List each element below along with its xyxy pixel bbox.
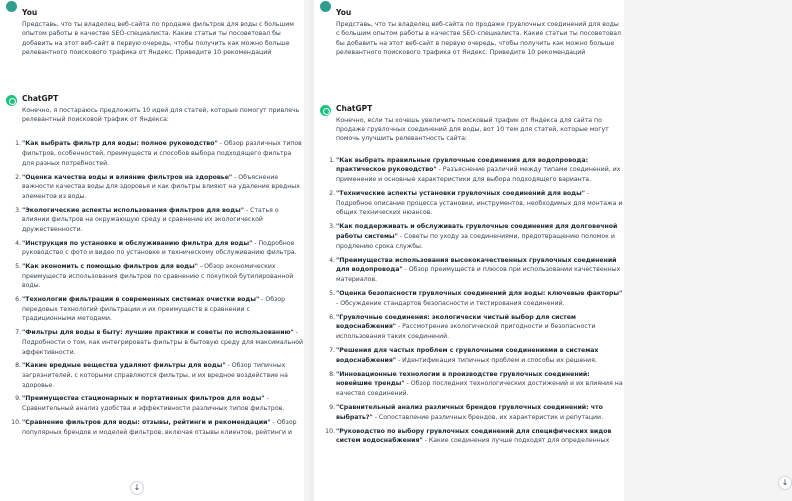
list-item-description: - Рассмотрение экологической пригодности и безопасности использования таких соединений. bbox=[336, 323, 596, 340]
list-item-title: "Грувлочные соединения: экологически чистый выбор для систем водоснабжения" bbox=[336, 313, 576, 331]
list-item-description: - Обзор различных типов фильтров, особенностей, преимуществ и способов выбора подходящего фильтра для разных потребностей. bbox=[22, 140, 302, 167]
assistant-name: ChatGPT bbox=[22, 93, 59, 103]
list-item-description: - Обзор экономических преимуществ использования фильтров по сравнению с покупкой бутилированной воды. bbox=[22, 263, 294, 290]
list-item bbox=[329, 313, 624, 342]
list-item bbox=[15, 239, 304, 258]
list-item-title: "Как выбрать фильтр для воды: полное руководство" bbox=[22, 140, 218, 148]
right-chat-panel bbox=[310, 0, 789, 501]
list-item-number: 10. bbox=[325, 427, 335, 435]
list-item-description: - Подробное описание процесса установки, инструментов, необходимых для монтажа и общих технических нюансов. bbox=[336, 190, 623, 217]
list-item-title: "Преимущества использования высококачественных грувлочных соединений для водопровода" bbox=[336, 256, 617, 274]
list-item bbox=[15, 262, 304, 291]
list-item bbox=[325, 427, 624, 446]
list-item-title: "Технические аспекты установки грувлочных соединений для воды" bbox=[336, 190, 585, 198]
list-item-description: - Сопоставление различных брендов, их характеристик и репутации. bbox=[372, 413, 604, 421]
list-item bbox=[15, 328, 304, 357]
list-item-description: - Обзор преимуществ и плюсов при использовании качественных материалов. bbox=[336, 266, 621, 283]
list-item bbox=[15, 394, 304, 413]
list-item-number: 7. bbox=[15, 329, 21, 337]
user-name: You bbox=[22, 8, 38, 17]
list-item-number: 4. bbox=[15, 239, 21, 247]
assistant-message bbox=[314, 104, 624, 446]
list-item-description: - Обзор типичных загрязнителей, с которыми справляются фильтры, и их вредное воздействие на здоровье. bbox=[22, 362, 288, 389]
list-item bbox=[15, 173, 304, 202]
list-item-title: "Руководство по выбору грувлочных соединений для специфических видов систем водоснабжения" bbox=[336, 427, 612, 445]
list-item bbox=[329, 156, 624, 185]
arrow-down-icon: ↓ bbox=[133, 483, 141, 492]
list-item-title: "Как выбрать правильные грувлочные соединения для водопровода: практическое руководство" bbox=[336, 156, 589, 174]
list-item-number: 6. bbox=[329, 313, 335, 321]
list-item-description: - Объяснение важности качества воды для здоровья и как фильтры влияют на удаление вредных элементов из воды. bbox=[22, 173, 300, 200]
list-item-description: - Обзор популярных брендов и моделей фильтров, включая отзывы клиентов, рейтинги и bbox=[22, 418, 297, 436]
user-name: You bbox=[336, 8, 352, 17]
list-item bbox=[11, 418, 304, 437]
chatgpt-logo-icon bbox=[320, 105, 331, 116]
list-item-description: - Обзор передовых технологий фильтрации и их преимуществ в сравнении с традиционными методами. bbox=[22, 296, 286, 323]
list-item-title: "Экологические аспекты использования фильтров для воды" bbox=[22, 206, 244, 214]
assistant-name: ChatGPT bbox=[336, 103, 373, 113]
list-item-description: - Подробности о том, как интегрировать фильтры в бытовую среду для максимальной эффективности. bbox=[22, 329, 304, 356]
list-item bbox=[329, 370, 624, 399]
list-item-title: "Фильтры для воды в быту: лучшие практики и советы по использованию" bbox=[22, 329, 294, 337]
list-item-title: "Сравнение фильтров для воды: отзывы, рейтинги и рекомендации" bbox=[22, 418, 271, 426]
list-item bbox=[329, 289, 624, 308]
assistant-intro: Конечно, я постараюсь предложить 10 идей для статей, которые помогут привлечь релевантный поисковой трафик от Яндекса: bbox=[22, 106, 300, 124]
list-item-title: "Решения для частых проблем с грувлочными соединениями в системах водоснабжения" bbox=[336, 346, 599, 364]
list-item-number: 8. bbox=[329, 370, 335, 378]
list-item-number: 3. bbox=[329, 223, 335, 231]
list-item bbox=[329, 346, 624, 365]
assistant-message bbox=[0, 94, 304, 438]
list-item-title: "Инновационные технологии в производстве грувлочных соединений: новейшие тренды" bbox=[336, 370, 590, 388]
list-item-title: "Как экономить с помощью фильтров для воды" bbox=[22, 263, 198, 271]
list-item-description: - Советы по уходу за соединениями, предотвращению поломок и продлению срока службы. bbox=[336, 233, 615, 250]
user-message-text: Представь, что ты владелец веб-сайта по продаже фильтров для воды с большим опытом работы в качестве SEO-специалиста. Какие статьи ты посоветовал бы добавить на этот веб-сайт в первую очередь, чтобы получить как можно больше релевантного поискового трафика от Яндекс. Приведите 10 рекомендаций bbox=[22, 21, 294, 57]
list-item-title: "Сравнительный анализ различных брендов грувлочных соединений: что выбрать?" bbox=[336, 403, 603, 421]
list-item bbox=[15, 295, 304, 324]
list-item bbox=[15, 139, 304, 168]
list-item-title: "Как поддерживать и обслуживать грувлочные соединения для долговечной работы системы" bbox=[336, 223, 618, 240]
assistant-intro: Конечно, если ты хочешь увеличить поисковый трафик от Яндекса для сайта по продаже грувлочных соединений для воды, вот 10 тем для статей, которые могут помочь улучшить релевантность сайта: bbox=[336, 116, 609, 143]
list-item-description: - Подробное руководство с фото и видео по установке и техническому обслуживанию фильтра. bbox=[22, 239, 297, 257]
list-item-number: 5. bbox=[329, 289, 335, 297]
list-item bbox=[15, 206, 304, 235]
list-item-title: "Какие вредные вещества удаляют фильтры для воды" bbox=[22, 362, 226, 370]
list-item-description: - Обсуждение стандартов безопасности и тестирования соединений. bbox=[336, 299, 565, 307]
user-message bbox=[0, 0, 304, 58]
left-chat-panel bbox=[0, 0, 304, 501]
list-item-description: - Статья о влиянии фильтров на окружающую среду и сравнение их экологической дружественности. bbox=[22, 206, 279, 233]
list-item-title: "Оценка качества воды и влияние фильтров на здоровье" bbox=[22, 173, 233, 181]
list-item bbox=[329, 256, 624, 285]
list-item-number: 9. bbox=[329, 403, 335, 411]
user-avatar-icon bbox=[6, 1, 17, 12]
list-item-number: 2. bbox=[329, 190, 335, 198]
list-item-number: 7. bbox=[329, 346, 335, 354]
list-item-title: "Оценка безопасности грувлочных соединений для воды: ключевые факторы" bbox=[336, 289, 623, 297]
list-item-title: "Технологии фильтрации в современных системах очистки воды" bbox=[22, 296, 260, 304]
list-item-description: - Разъяснение различий между типами соединений, их применение и основные характеристики для выбора подходящего варианта. bbox=[336, 166, 621, 184]
list-item-number: 9. bbox=[15, 395, 21, 403]
list-item-number: 1. bbox=[329, 156, 335, 164]
user-message bbox=[314, 0, 624, 58]
list-item bbox=[329, 403, 624, 422]
user-message-text: Представь, что ты владелец веб-сайта по продаже грувлочных соединений для воды с большим опытом работы в качестве SEO-специалиста. Какие статьи ты посоветовал бы добавить на этот веб-сайт в первую очередь, чтобы получить как можно больше релевантного поискового трафика от Яндекс. Приведите 10 рекомендаций bbox=[336, 21, 622, 57]
arrow-down-icon: ↓ bbox=[781, 478, 789, 487]
list-item-number: 2. bbox=[15, 173, 21, 181]
recommendation-list bbox=[325, 156, 624, 446]
list-item-number: 1. bbox=[15, 140, 21, 148]
list-item-description: - Обзор последних технологических достижений и их влияния на качество соединений. bbox=[336, 380, 623, 397]
chatgpt-logo-icon bbox=[6, 95, 17, 106]
list-item-number: 4. bbox=[329, 256, 335, 264]
list-item-number: 5. bbox=[15, 263, 21, 271]
scroll-down-button[interactable] bbox=[130, 481, 144, 495]
recommendation-list bbox=[11, 139, 304, 437]
list-item-title: "Преимущества стационарных и портативных фильтров для воды" bbox=[22, 395, 265, 403]
list-item-description: - Идентификация типичных проблем и способы их решения. bbox=[396, 356, 597, 364]
list-item bbox=[329, 222, 624, 251]
scroll-down-button[interactable] bbox=[778, 476, 792, 490]
user-avatar-icon bbox=[320, 1, 331, 12]
list-item-number: 3. bbox=[15, 206, 21, 214]
list-item-description: - Сравнительный анализ удобства и эффективности различных типов фильтров. bbox=[22, 395, 285, 413]
list-item-number: 8. bbox=[15, 362, 21, 370]
list-item-number: 10. bbox=[11, 418, 21, 426]
list-item bbox=[329, 189, 624, 218]
list-item-description: - Какие соединения лучше подходят для определенных bbox=[422, 437, 610, 445]
list-item bbox=[15, 361, 304, 390]
list-item-number: 6. bbox=[15, 296, 21, 304]
list-item-title: "Инструкция по установке и обслуживанию фильтра для воды" bbox=[22, 239, 253, 247]
